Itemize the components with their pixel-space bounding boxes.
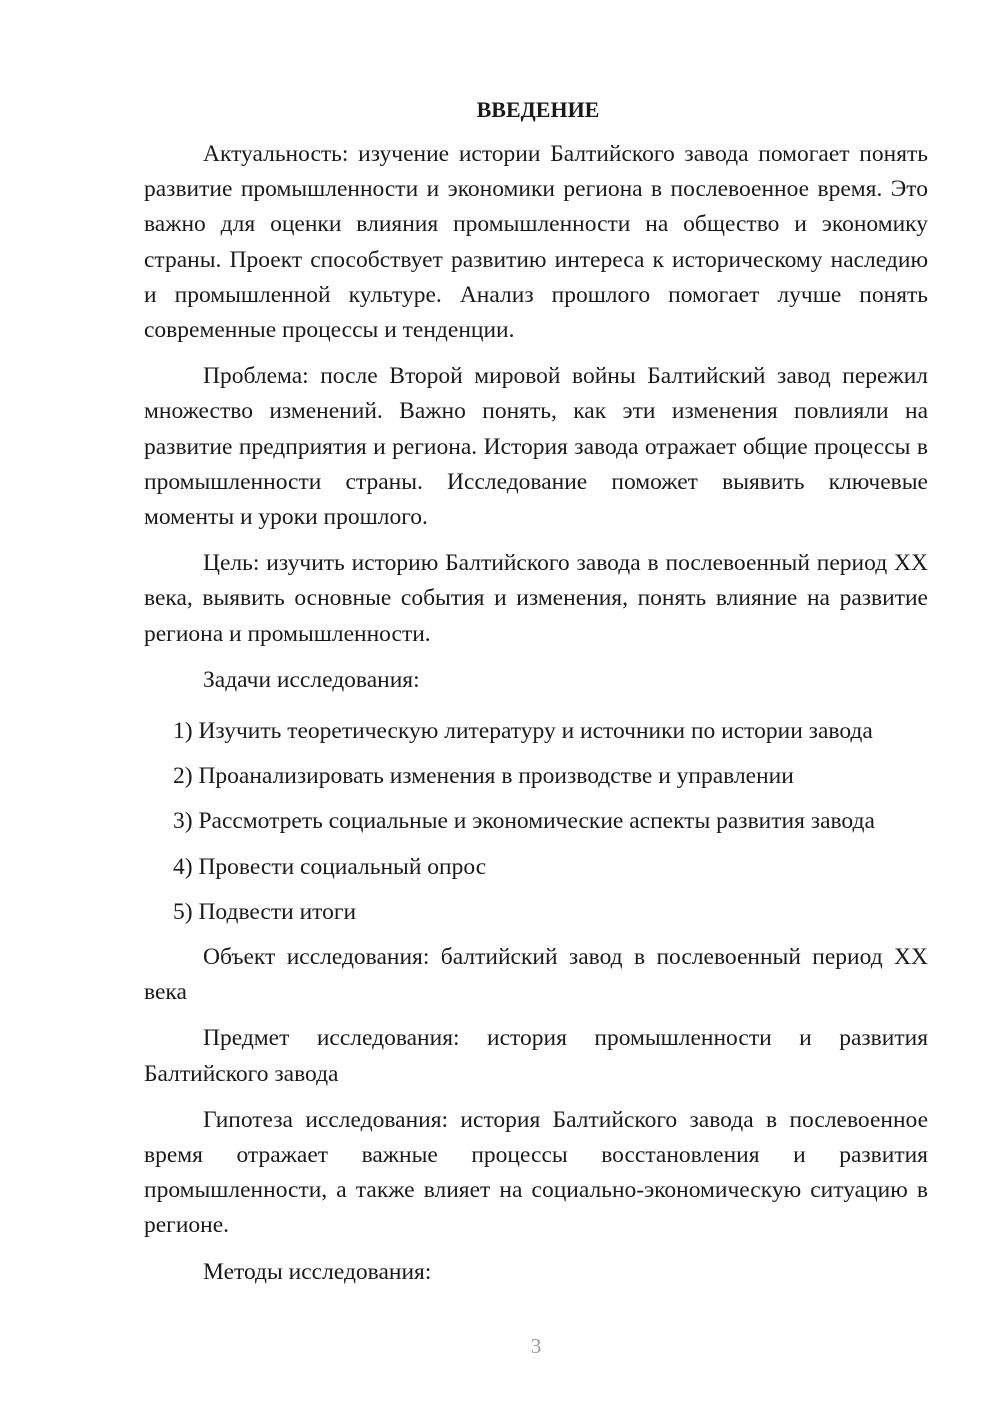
tasks-heading: Задачи исследования: xyxy=(203,666,420,693)
methods-heading: Методы исследования: xyxy=(203,1258,432,1285)
section-title: ВВЕДЕНИЕ xyxy=(476,97,600,122)
subject-paragraph: Предмет исследования: история промышленности и развития Балтийского завода xyxy=(144,1025,928,1087)
problem-paragraph: Проблема: после Второй мировой войны Балтийский завод пережил множество изменений. Важно понять, как эти изменения повлияли на развитие предприятия и региона. История завода отражает общие процессы в промышленности страны. Исследование поможет выявить ключевые моменты и уроки прошлого. xyxy=(144,363,928,531)
task-item: 3) Рассмотреть социальные и экономические аспекты развития завода xyxy=(173,808,875,835)
relevance-paragraph: Актуальность: изучение истории Балтийского завода помогает понять развитие промышленности и экономики региона в послевоенное время. Это важно для оценки влияния промышленности на общество и экономику страны. Проект способствует развитию интереса к историческому наследию и промышленной культуре. Анализ прошлого помогает лучше понять современные процессы и тенденции. xyxy=(144,141,928,344)
task-item: 2) Проанализировать изменения в производстве и управлении xyxy=(173,763,794,790)
goal-paragraph: Цель: изучить историю Балтийского завода в послевоенный период XX века, выявить основные события и изменения, понять влияние на развитие региона и промышленности. xyxy=(144,550,928,647)
task-item: 1) Изучить теоретическую литературу и источники по истории завода xyxy=(173,718,873,745)
object-paragraph: Объект исследования: балтийский завод в послевоенный период XX века xyxy=(144,944,928,1006)
task-item: 4) Провести социальный опрос xyxy=(173,853,487,880)
hypothesis-paragraph: Гипотеза исследования: история Балтийского завода в послевоенное время отражает важные процессы восстановления и развития промышленности, а также влияет на социально-экономическую ситуацию в регионе. xyxy=(144,1106,928,1239)
tasks-list xyxy=(144,714,928,930)
document-page xyxy=(144,92,928,1290)
task-item: 5) Подвести итоги xyxy=(173,898,357,925)
page-number: 3 xyxy=(530,1334,542,1358)
